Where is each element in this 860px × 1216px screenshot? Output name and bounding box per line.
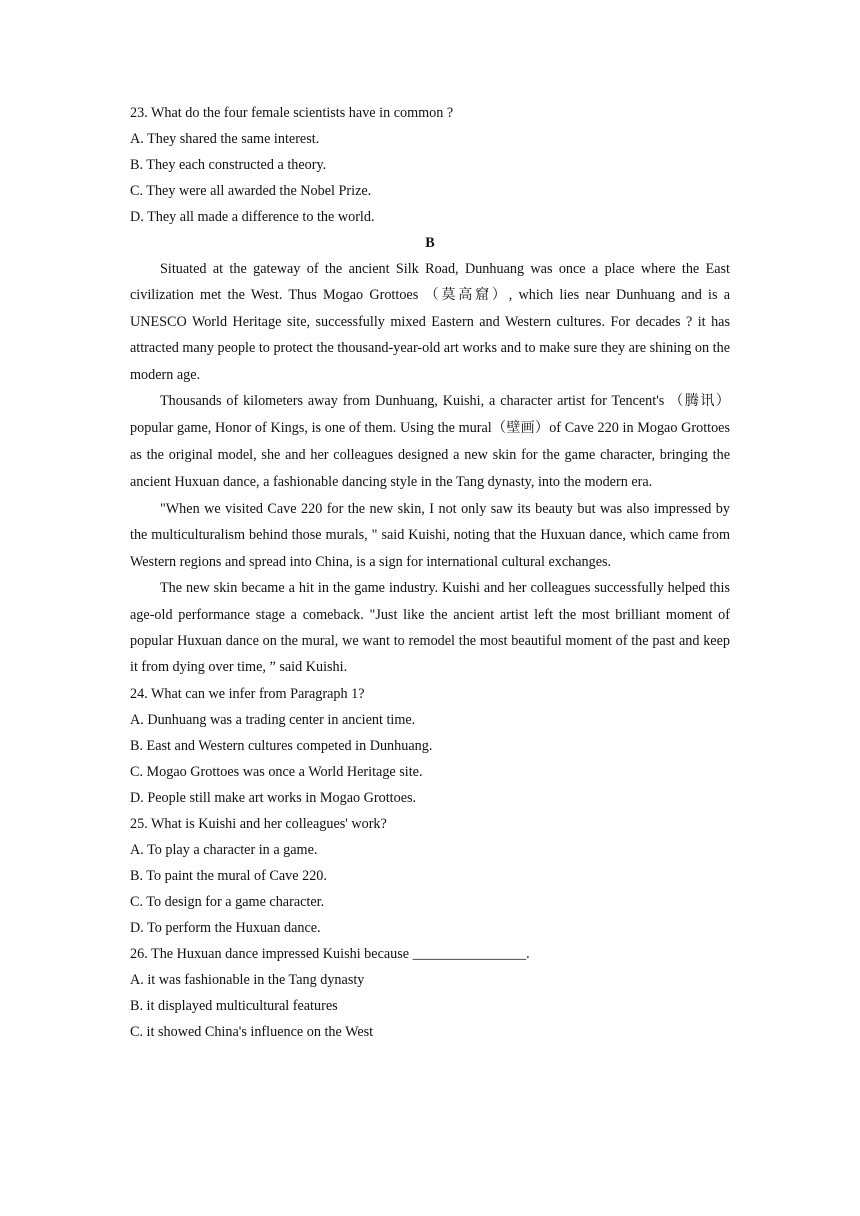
option-d: D. To perform the Huxuan dance. bbox=[130, 919, 321, 936]
question-stem: 25. What is Kuishi and her colleagues' work? bbox=[130, 815, 387, 832]
option-c: C. it showed China's influence on the West bbox=[130, 1023, 374, 1040]
option-a: A. They shared the same interest. bbox=[130, 131, 320, 147]
option-c: C. They were all awarded the Nobel Prize. bbox=[130, 183, 372, 199]
option-b: B. To paint the mural of Cave 220. bbox=[130, 867, 327, 884]
paragraph-2: Thousands of kilometers away from Dunhuang, Kuishi, a character artist for Tencent's （腾讯）popular game, Honor of Kings, is one of them. Using the mural（壁画）of Cave 220 in Mogao Grottoes as the original model, she and her colleagues designed a new skin for the game character, bringing the ancient Huxuan dance, a fashionable dancing style in the Tang dynasty, into the modern era. bbox=[130, 393, 730, 491]
option-d: D. They all made a difference to the world. bbox=[130, 209, 375, 225]
section-heading: B bbox=[425, 235, 435, 251]
option-a: A. Dunhuang was a trading center in ancient time. bbox=[130, 711, 416, 728]
option-b: B. They each constructed a theory. bbox=[130, 157, 327, 173]
question-26 bbox=[130, 941, 730, 1045]
option-c: C. Mogao Grottoes was once a World Heritage site. bbox=[130, 763, 423, 780]
question-stem: 26. The Huxuan dance impressed Kuishi because ________________. bbox=[130, 945, 530, 962]
option-b: B. it displayed multicultural features bbox=[130, 997, 338, 1014]
question-25 bbox=[130, 811, 730, 941]
paragraph-4: The new skin became a hit in the game industry. Kuishi and her colleagues successfully helped this age-old performance stage a comeback. "Just like the ancient artist left the most brilliant moment of popular Huxuan dance on the mural, we want to remodel the most beautiful moment of the past and keep it from dying over time, ” said Kuishi. bbox=[130, 580, 730, 676]
option-d: D. People still make art works in Mogao Grottoes. bbox=[130, 789, 417, 806]
paragraph-1: Situated at the gateway of the ancient Silk Road, Dunhuang was once a place where the East civilization met the West. Thus Mogao Grottoes （莫高窟）, which lies near Dunhuang and is a UNESCO World Heritage site, successfully mixed Eastern and Western cultures. For decades ? it has attracted many people to protect the thousand-year-old art works and to make sure they are shining on the modern age. bbox=[130, 261, 730, 383]
question-stem: 23. What do the four female scientists have in common ? bbox=[130, 105, 454, 121]
option-a: A. To play a character in a game. bbox=[130, 841, 318, 858]
option-c: C. To design for a game character. bbox=[130, 893, 325, 910]
question-stem: 24. What can we infer from Paragraph 1? bbox=[130, 685, 365, 702]
passage-b bbox=[130, 230, 730, 681]
question-23 bbox=[130, 100, 730, 230]
document-page bbox=[130, 100, 730, 1045]
option-a: A. it was fashionable in the Tang dynasty bbox=[130, 971, 365, 988]
paragraph-3: "When we visited Cave 220 for the new skin, I not only saw its beauty but was also impressed by the multiculturalism behind those murals, " said Kuishi, noting that the Huxuan dance, which came from Western regions and spread into China, is a sign for international cultural exchanges. bbox=[130, 501, 730, 570]
option-b: B. East and Western cultures competed in Dunhuang. bbox=[130, 737, 433, 754]
question-24 bbox=[130, 681, 730, 811]
